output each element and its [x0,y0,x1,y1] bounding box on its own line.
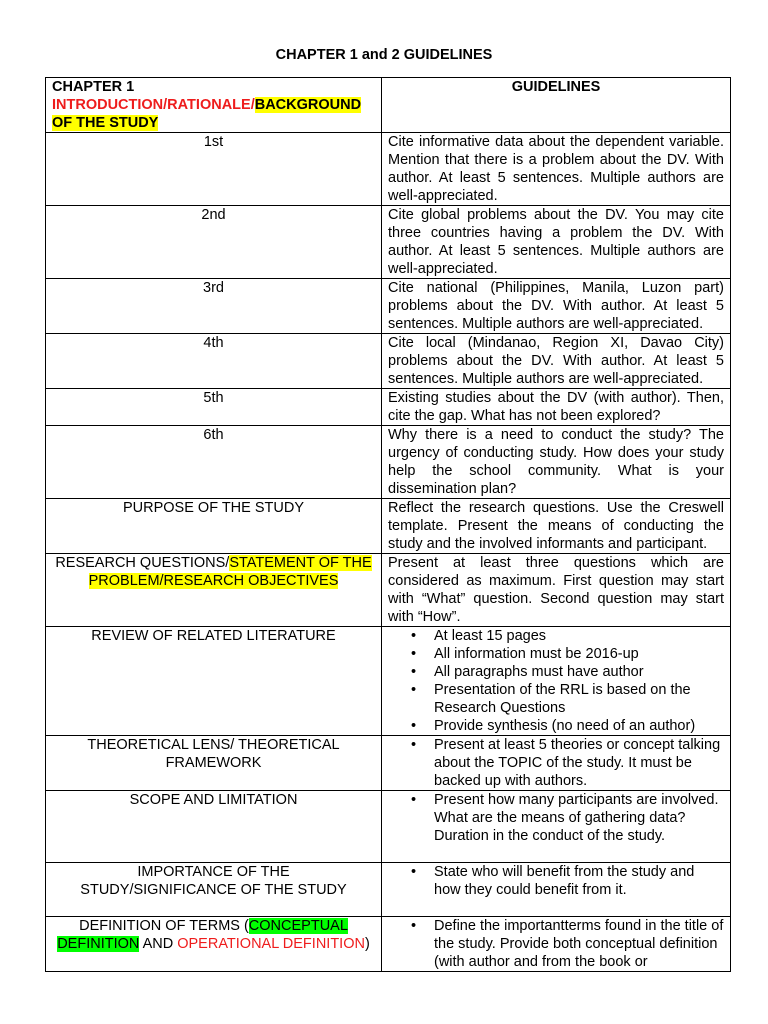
importance-label-cell [46,863,382,917]
theoretical-bullet-list [388,736,724,790]
list-item-text: All paragraphs must have author [434,664,644,680]
theoretical-guideline-cell [382,736,731,791]
row-label-cell: 4th [46,334,382,389]
list-item [411,663,724,681]
bullet-icon: • [411,664,417,680]
table-row [46,499,731,554]
list-item [411,681,724,717]
table-row [46,206,731,279]
importance-guideline-cell [382,863,731,917]
guidelines-header: GUIDELINES [511,79,601,95]
table-row [46,389,731,426]
row-label-cell: 5th [46,389,382,426]
list-item-text: Presentation of the RRL is based on the Research Questions [434,682,691,716]
scope-guideline-cell [382,791,731,863]
list-item [411,717,724,735]
list-item-text: Present how many participants are involved. What are the means of gathering data? Duration in the conduct of the study. [434,792,719,844]
scope-label-cell: SCOPE AND LIMITATION [46,791,382,863]
bullet-icon: • [411,646,417,662]
rrl-guideline-cell [382,627,731,736]
intro-rationale-label: INTRODUCTION/RATIONALE/ [52,97,255,113]
conceptual-definition-label: CONCEPTUAL DEFINITION [57,918,348,952]
purpose-label-cell: PURPOSE OF THE STUDY [46,499,382,554]
row-guideline-cell: Cite national (Philippines, Manila, Luzon part) problems about the DV. With author. At least 5 sentences. Multiple authors are well-appreciated. [382,279,731,334]
definition-and-text: AND [139,936,178,952]
list-item [411,917,724,971]
table-header-row [46,78,731,133]
row-guideline-cell: Cite global problems about the DV. You may cite three countries having a problem the DV. With author. At least 5 sentences. Multiple authors are well-appreciated. [382,206,731,279]
bullet-icon: • [411,737,417,753]
importance-bullet-list [388,863,724,899]
definition-bullet-list [388,917,724,971]
table-row [46,917,731,972]
row-label-cell: 2nd [46,206,382,279]
list-item-text: State who will benefit from the study and how they could benefit from it. [434,864,695,898]
row-guideline-cell: Cite local (Mindanao, Region XI, Davao City) problems about the DV. With author. At least 5 sentences. Multiple authors are well-appreciated. [382,334,731,389]
definition-label-text: DEFINITION OF TERMS ( [79,918,249,934]
definition-label-cell [46,917,382,972]
bullet-icon: • [411,792,417,808]
row-guideline-cell: Why there is a need to conduct the study? The urgency of conducting study. How does your study help the school community. What is your dissemination plan? [382,426,731,499]
purpose-guideline-cell: Reflect the research questions. Use the Creswell template. Present the means of conducting the study and the involved informants and participant. [382,499,731,554]
theoretical-label-line2: FRAMEWORK [165,755,262,771]
table-row [46,554,731,627]
list-item [411,791,724,845]
table-row [46,279,731,334]
list-item [411,627,724,645]
table-row [46,334,731,389]
table-row [46,863,731,917]
guidelines-header-cell [382,78,731,133]
table-row [46,133,731,206]
background-of-study-label: BACKGROUND OF THE STUDY [52,97,362,131]
bullet-icon: • [411,628,417,644]
definition-guideline-cell [382,917,731,972]
guidelines-table [45,77,731,972]
row-label-cell: 3rd [46,279,382,334]
theoretical-label-line1: THEORETICAL LENS/ THEORETICAL [87,737,340,753]
list-item-text: At least 15 pages [434,628,547,644]
research-questions-label: RESEARCH QUESTIONS/ [55,555,230,571]
list-item-text: All information must be 2016-up [434,646,639,662]
chapter-header-cell [46,78,382,133]
row-guideline-cell: Cite informative data about the dependent variable. Mention that there is a problem about the DV. With author. At least 5 sentences. Multiple authors are well-appreciated. [382,133,731,206]
document-title: CHAPTER 1 and 2 GUIDELINES [275,47,493,63]
list-item [411,645,724,663]
list-item-text: Provide synthesis (no need of an author) [434,718,696,734]
bullet-icon: • [411,918,417,934]
research-questions-guideline-cell: Present at least three questions which are considered as maximum. First question may start with “What” question. Second question may start with “How”. [382,554,731,627]
table-row [46,736,731,791]
importance-label-line2: STUDY/SIGNIFICANCE OF THE STUDY [80,882,347,898]
operational-definition-label: OPERATIONAL DEFINITION [177,936,365,952]
theoretical-label-cell [46,736,382,791]
list-item [411,863,724,899]
rrl-label-cell: REVIEW OF RELATED LITERATURE [46,627,382,736]
bullet-icon: • [411,864,417,880]
bullet-icon: • [411,682,417,698]
scope-bullet-list [388,791,724,845]
definition-close-paren: ) [364,936,370,952]
chapter-label: CHAPTER 1 [52,79,135,95]
research-questions-label-cell [46,554,382,627]
bullet-icon: • [411,718,417,734]
row-label-cell: 1st [46,133,382,206]
rrl-bullet-list [388,627,724,735]
table-row [46,791,731,863]
list-item-text: Define the importantterms found in the title of the study. Provide both conceptual definition (with author and from the book or [434,918,724,970]
table-row [46,426,731,499]
table-row [46,627,731,736]
statement-of-problem-label: STATEMENT OF THE PROBLEM/RESEARCH OBJECTIVES [88,555,372,589]
importance-label-line1: IMPORTANCE OF THE [137,864,290,880]
list-item [411,736,724,790]
row-label-cell: 6th [46,426,382,499]
row-guideline-cell: Existing studies about the DV (with author). Then, cite the gap. What has not been explored? [382,389,731,426]
list-item-text: Present at least 5 theories or concept talking about the TOPIC of the study. It must be backed up with authors. [434,737,721,789]
